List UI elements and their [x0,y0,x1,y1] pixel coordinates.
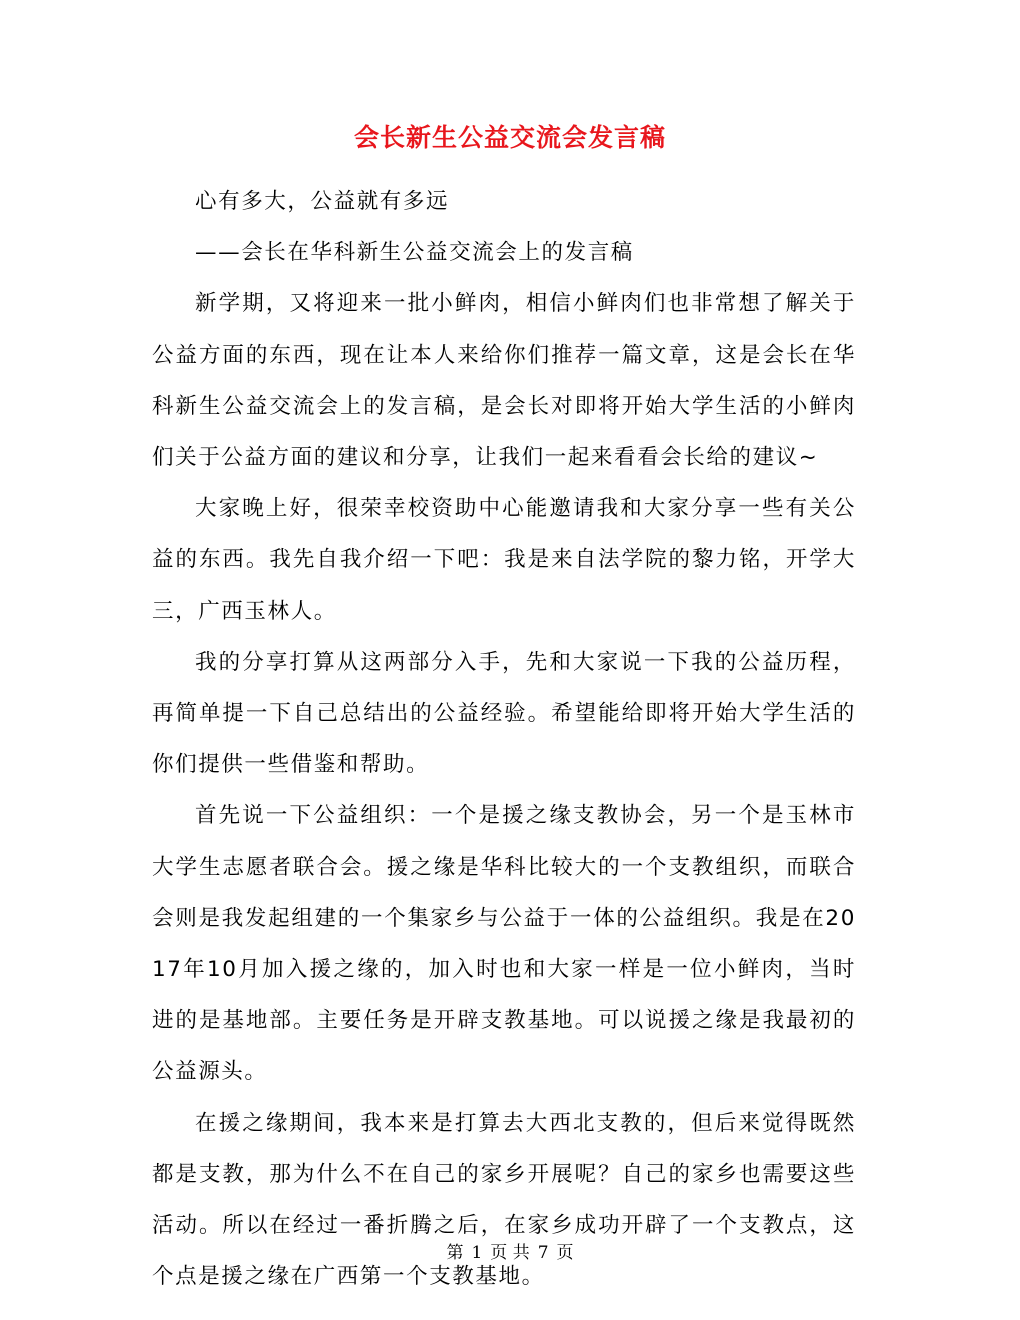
subtitle: 心有多大，公益就有多远 [195,189,450,214]
footer-current-page: 1 [471,1243,483,1263]
paragraph-organizations: 首先说一下公益组织：一个是援之缘支教协会，另一个是玉林市大学生志愿者联合会。援之缘是华科比较大的一个支教组织，而联合会则是我发起组建的一个集家乡与公益于一体的公益组织。我是在2017年10月加入援之缘的，加入时也和大家一样是一位小鲜肉，当时进的是基地部。主要任务是开辟支教基地。可以说援之缘是我最初的公益源头。 [152,803,856,1085]
footer-suffix: 页 [556,1243,574,1263]
document-body [152,176,856,1302]
document-title: 会长新生公益交流会发言稿 [353,123,666,152]
footer-prefix: 第 [446,1243,464,1263]
footer-middle: 页 共 [490,1243,530,1263]
paragraph-greeting: 大家晚上好，很荣幸校资助中心能邀请我和大家分享一些有关公益的东西。我先自我介绍一下吧：我是来自法学院的黎力铭，开学大三，广西玉林人。 [152,496,856,624]
paragraph-outline: 我的分享打算从这两部分入手，先和大家说一下我的公益历程，再简单提一下自己总结出的公益经验。希望能给即将开始大学生活的你们提供一些借鉴和帮助。 [152,649,856,778]
page-footer [0,1238,1020,1263]
subtitle-byline: ——会长在华科新生公益交流会上的发言稿 [195,240,634,266]
paragraph-intro: 新学期，又将迎来一批小鲜肉，相信小鲜肉们也非常想了解关于公益方面的东西，现在让本人来给你们推荐一篇文章，这是会长在华科新生公益交流会上的发言稿，是会长对即将开始大学生活的小鲜肉们关于公益方面的建议和分享，让我们一起来看看会长给的建议~ [152,291,856,471]
footer-total-pages: 7 [537,1243,549,1263]
paragraph-experience: 在援之缘期间，我本来是打算去大西北支教的，但后来觉得既然都是支教，那为什么不在自己的家乡开展呢？自己的家乡也需要这些活动。所以在经过一番折腾之后，在家乡成功开辟了一个支教点，这个点是援之缘在广西第一个支教基地。 [152,1110,856,1290]
